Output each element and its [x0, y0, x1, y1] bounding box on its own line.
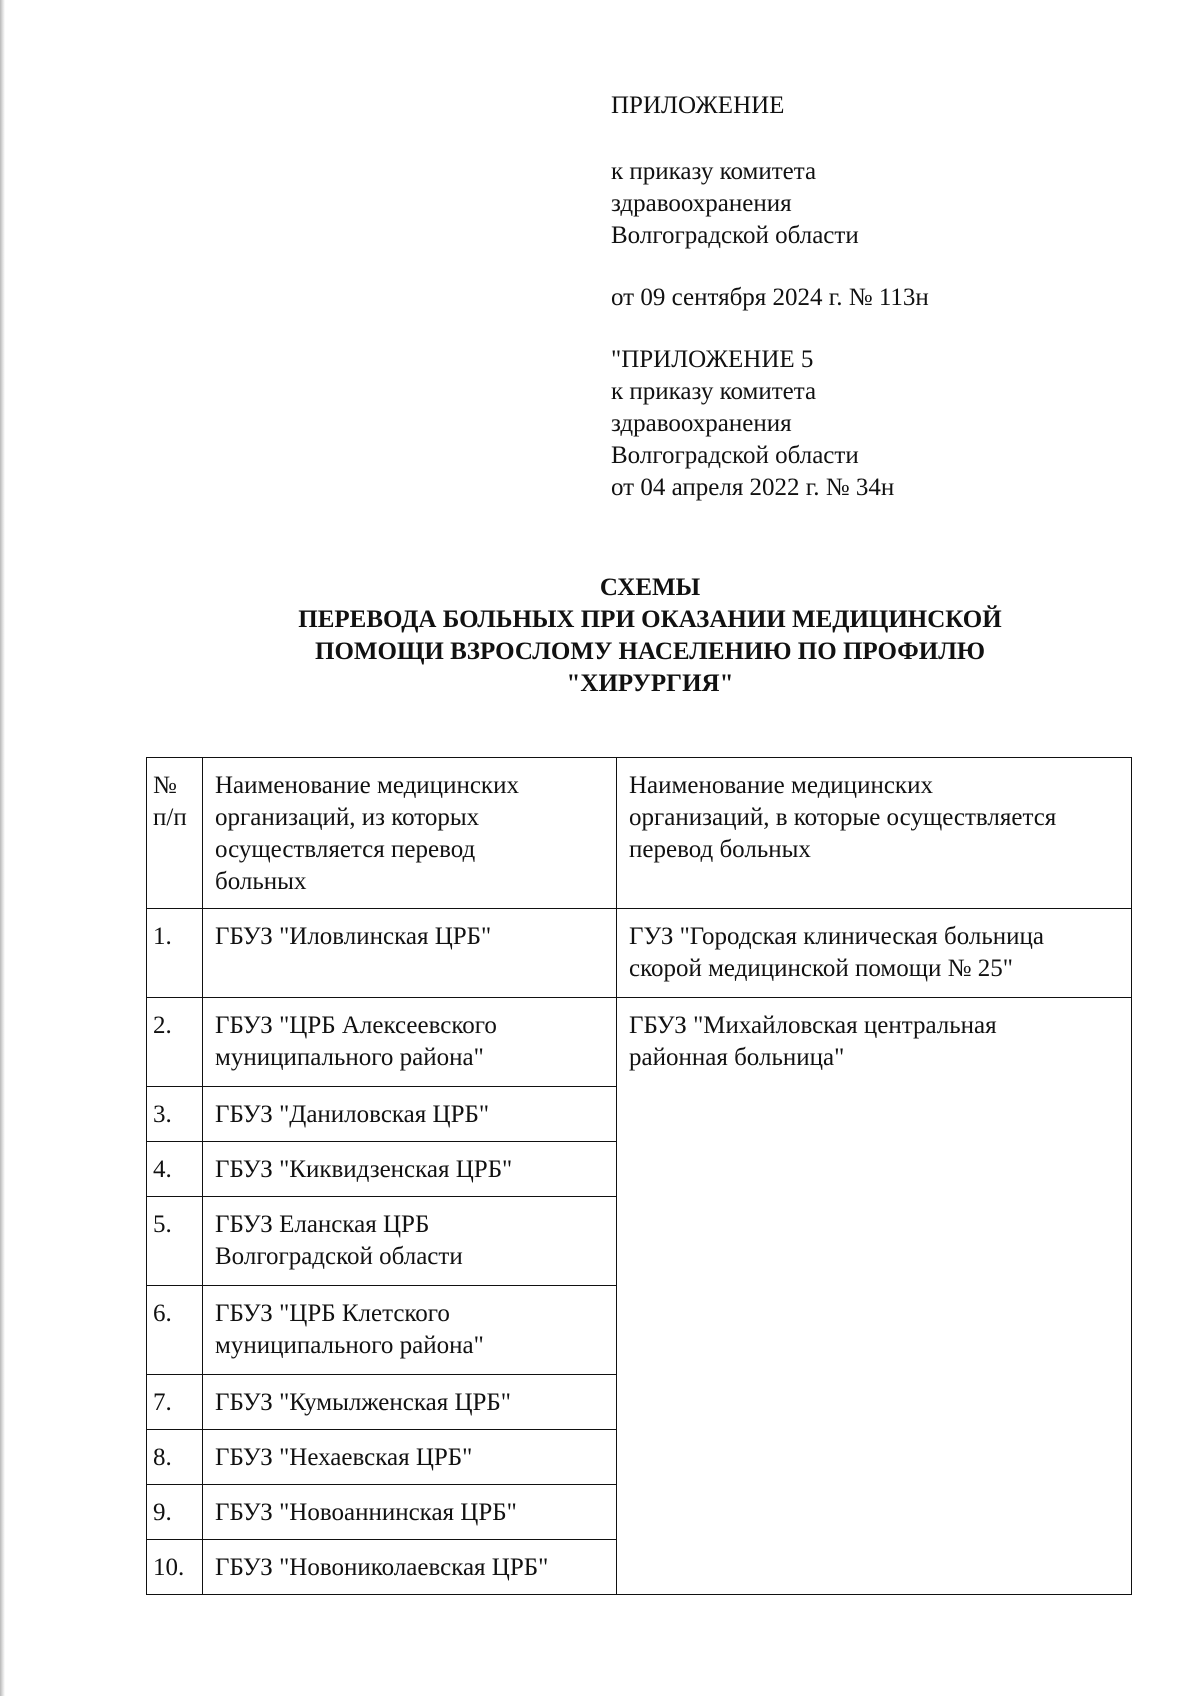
table-header-row — [147, 758, 1132, 909]
prev-appendix-line: Волгоградской области — [611, 442, 859, 469]
source-org-line: ГБУЗ "Киквидзенская ЦРБ" — [215, 1156, 513, 1183]
destination-org-cell — [617, 909, 1132, 998]
destination-org-cell — [617, 998, 1132, 1595]
prev-appendix-line: "ПРИЛОЖЕНИЕ 5 — [611, 346, 814, 373]
row-source-org — [203, 1286, 617, 1375]
source-org-line: ГБУЗ "Новоаннинская ЦРБ" — [215, 1499, 517, 1526]
header-from-line: осуществляется перевод — [215, 836, 476, 863]
prev-appendix-line: здравоохранения — [611, 410, 792, 437]
row-num: 6. — [147, 1286, 203, 1375]
row-source-org — [203, 1375, 617, 1430]
scan-edge-shadow — [0, 0, 5, 1696]
to-order-line: к приказу комитета — [611, 158, 817, 185]
row-source-org — [203, 1430, 617, 1485]
row-source-org — [203, 998, 617, 1087]
row-num: 1. — [147, 909, 203, 998]
source-org-line: ГБУЗ "Новониколаевская ЦРБ" — [215, 1554, 549, 1581]
source-org-line: ГБУЗ "ЦРБ Клетского — [215, 1300, 450, 1327]
header-from-cell — [203, 758, 617, 909]
header-from-line: больных — [215, 868, 307, 895]
destination-org-line: ГУЗ "Городская клиническая больница — [629, 923, 1045, 950]
to-order-line: здравоохранения — [611, 190, 792, 217]
row-source-org — [203, 1197, 617, 1286]
destination-org-line: ГБУЗ "Михайловская центральная — [629, 1012, 997, 1039]
row-num: 10. — [147, 1540, 203, 1595]
source-org-line: ГБУЗ "Иловлинская ЦРБ" — [215, 923, 492, 950]
header-from-line: организаций, из которых — [215, 804, 480, 831]
source-org-line: ГБУЗ "Даниловская ЦРБ" — [215, 1101, 490, 1128]
order-date: от 09 сентября 2024 г. № 113н — [611, 284, 929, 311]
title-line: "ХИРУРГИЯ" — [566, 670, 734, 697]
title-line: СХЕМЫ — [599, 574, 701, 601]
row-source-org — [203, 1087, 617, 1142]
row-num: 3. — [147, 1087, 203, 1142]
row-num: 9. — [147, 1485, 203, 1540]
table-row — [147, 909, 1132, 998]
appendix-label: ПРИЛОЖЕНИЕ — [611, 92, 785, 119]
destination-org-line: районная больница" — [629, 1044, 845, 1071]
header-num-line: № — [153, 772, 177, 799]
source-org-line: ГБУЗ Еланская ЦРБ — [215, 1211, 430, 1238]
header-to-line: организаций, в которые осуществляется — [629, 804, 1057, 831]
transfer-scheme-table — [146, 757, 1132, 1595]
header-from-line: Наименование медицинских — [215, 772, 519, 799]
row-source-org — [203, 1540, 617, 1595]
source-org-line: муниципального района" — [215, 1332, 484, 1359]
header-to-cell — [617, 758, 1132, 909]
source-org-line: ГБУЗ "Нехаевская ЦРБ" — [215, 1444, 473, 1471]
header-to-line: перевод больных — [629, 836, 811, 863]
source-org-line: ГБУЗ "Кумылженская ЦРБ" — [215, 1389, 511, 1416]
title-line: ПЕРЕВОДА БОЛЬНЫХ ПРИ ОКАЗАНИИ МЕДИЦИНСКОЙ — [298, 606, 1002, 633]
document-title — [150, 572, 1150, 700]
row-num: 7. — [147, 1375, 203, 1430]
row-source-org — [203, 1142, 617, 1197]
appendix-header — [611, 90, 929, 504]
title-line: ПОМОЩИ ВЗРОСЛОМУ НАСЕЛЕНИЮ ПО ПРОФИЛЮ — [315, 638, 985, 665]
source-org-line: муниципального района" — [215, 1044, 484, 1071]
row-source-org — [203, 909, 617, 998]
row-num: 5. — [147, 1197, 203, 1286]
row-num: 2. — [147, 998, 203, 1087]
row-source-org — [203, 1485, 617, 1540]
row-num: 4. — [147, 1142, 203, 1197]
header-num-line: п/п — [153, 804, 187, 831]
prev-appendix-line: от 04 апреля 2022 г. № 34н — [611, 474, 895, 501]
source-org-line: Волгоградской области — [215, 1243, 463, 1270]
row-num: 8. — [147, 1430, 203, 1485]
destination-org-line: скорой медицинской помощи № 25" — [629, 955, 1013, 982]
to-order-line: Волгоградской области — [611, 222, 859, 249]
prev-appendix-line: к приказу комитета — [611, 378, 817, 405]
header-num-cell — [147, 758, 203, 909]
header-to-line: Наименование медицинских — [629, 772, 933, 799]
table-row — [147, 998, 1132, 1087]
source-org-line: ГБУЗ "ЦРБ Алексеевского — [215, 1012, 497, 1039]
